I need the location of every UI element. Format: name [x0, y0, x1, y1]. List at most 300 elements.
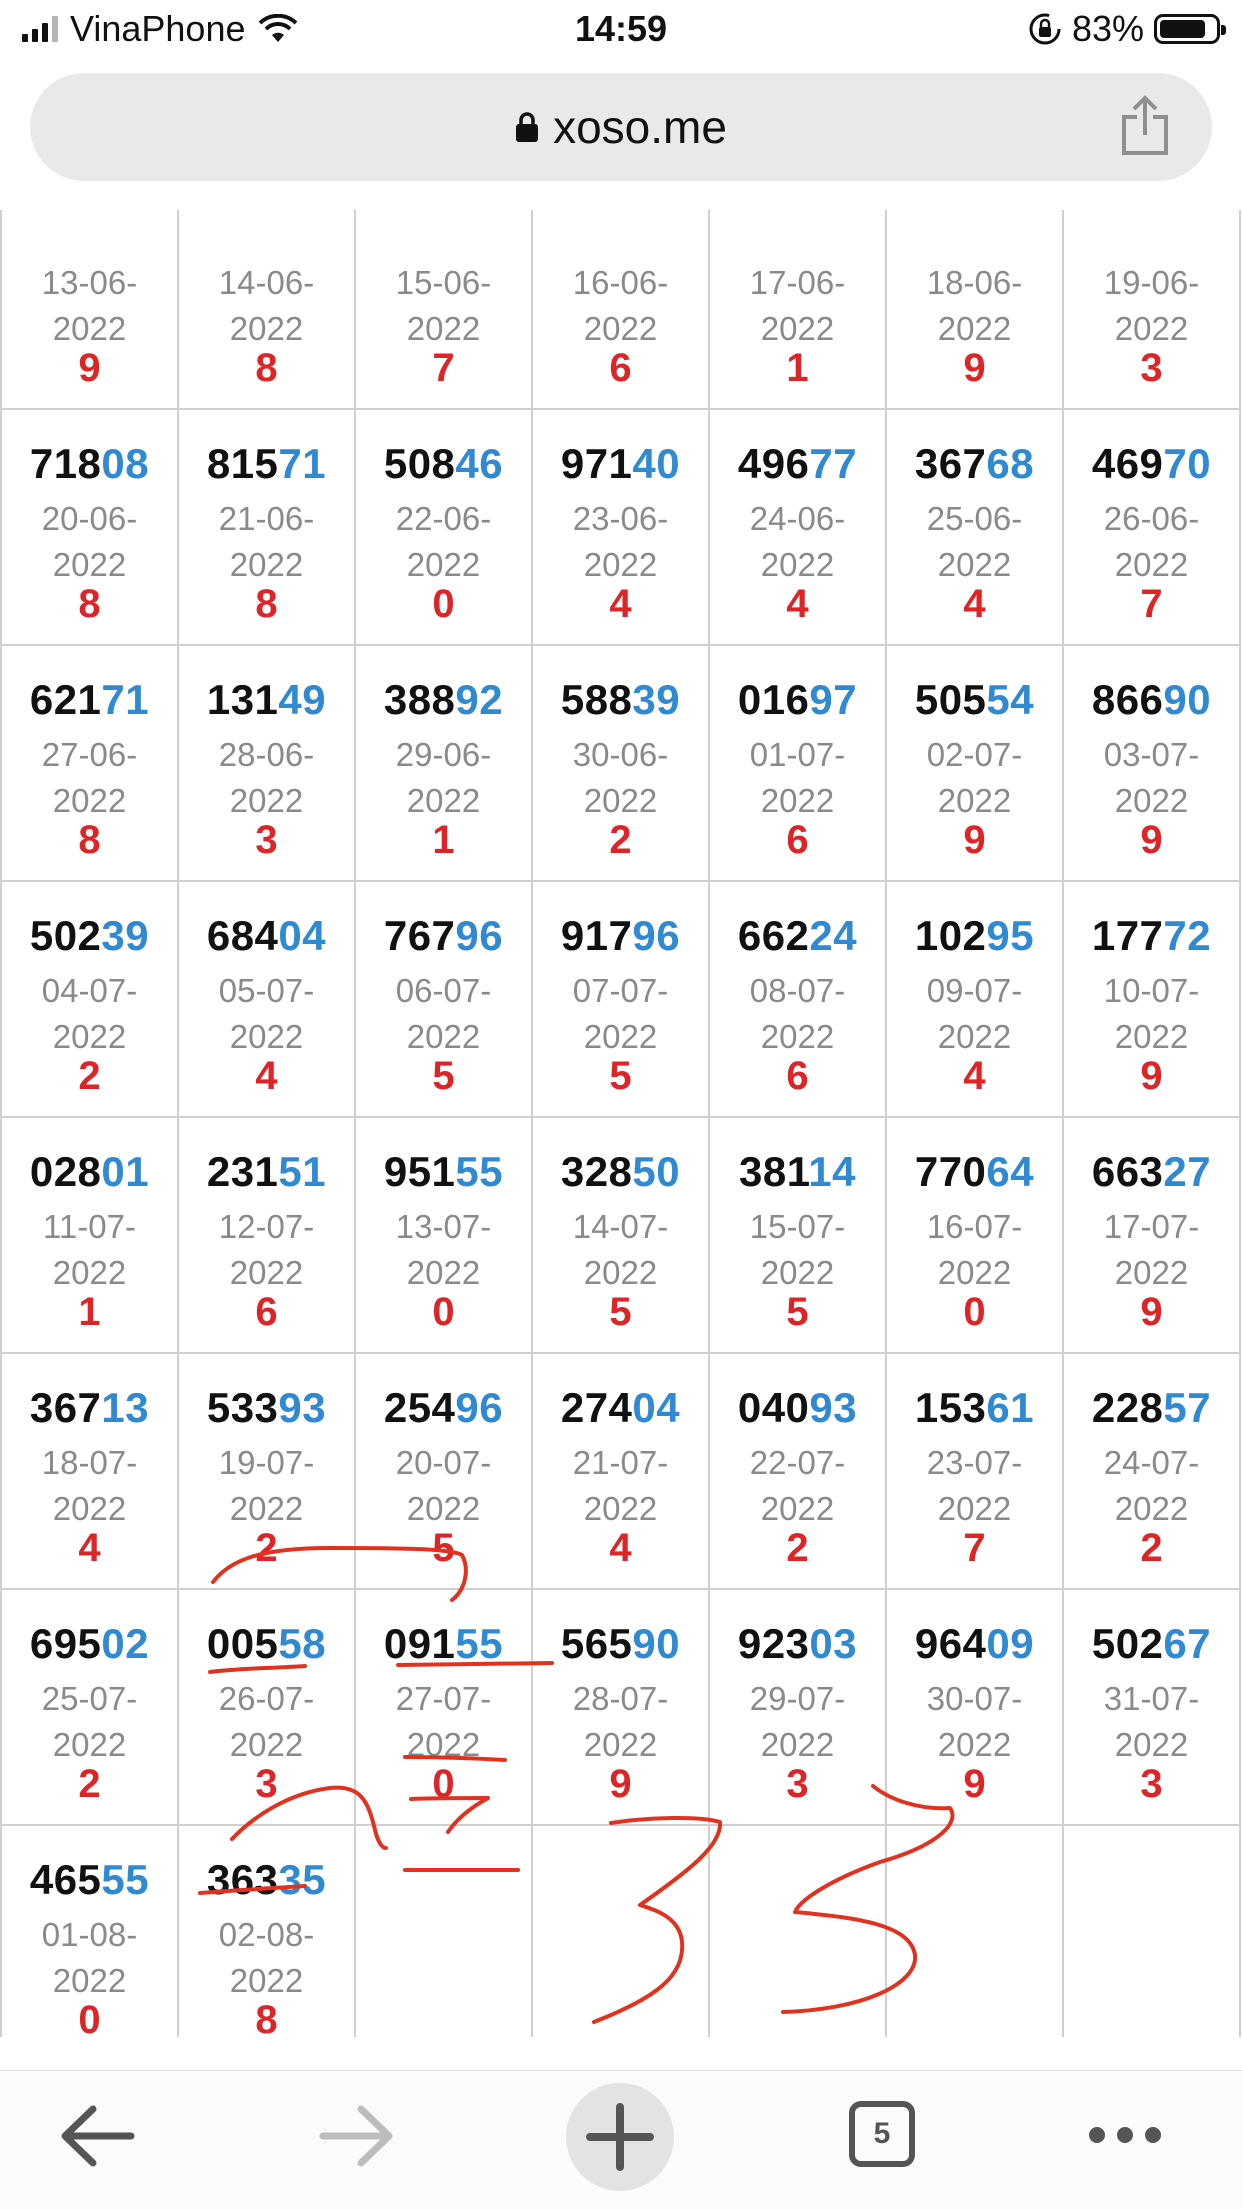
plus-icon: [566, 2083, 674, 2191]
number-tail: 77: [809, 440, 858, 487]
draw-date: [179, 1912, 354, 2004]
lottery-number: [1064, 1148, 1239, 1196]
draw-date-year: 2022: [937, 782, 1012, 819]
number-head: 917: [560, 912, 633, 959]
lottery-number: [533, 1620, 708, 1668]
draw-date-year: 2022: [406, 1726, 481, 1763]
result-digit: 2: [78, 1762, 101, 1806]
draw-date: [179, 1440, 354, 1532]
lottery-number: [179, 440, 354, 488]
draw-date-year: 2022: [937, 1254, 1012, 1291]
draw-date-day: 27-06-: [41, 736, 138, 773]
result-digit: 2: [1140, 1526, 1163, 1570]
result-cell: [533, 1354, 710, 1590]
draw-date: [356, 1676, 531, 1768]
draw-date-year: 2022: [406, 1490, 481, 1527]
draw-date-day: 19-07-: [218, 1444, 315, 1481]
number-tail: 64: [986, 1148, 1035, 1195]
result-digit: 3: [1140, 1762, 1163, 1806]
draw-date-year: 2022: [760, 546, 835, 583]
draw-date-day: 21-06-: [218, 500, 315, 537]
result-digit: 9: [1140, 1290, 1163, 1334]
draw-date-year: 2022: [229, 310, 304, 347]
result-cell: [710, 1590, 887, 1826]
result-cell: [2, 1118, 179, 1354]
result-digit: 8: [255, 1998, 278, 2037]
result-digit: 1: [432, 818, 455, 862]
draw-date-year: 2022: [1114, 782, 1189, 819]
number-tail: 55: [455, 1620, 504, 1667]
number-tail: 67: [1163, 1620, 1212, 1667]
lottery-number: [1064, 912, 1239, 960]
number-head: 040: [737, 1384, 810, 1431]
result-digit: 3: [1140, 346, 1163, 390]
number-tail: 96: [455, 912, 504, 959]
number-head: 131: [206, 676, 279, 723]
number-head: 684: [206, 912, 279, 959]
result-digit: 6: [255, 1290, 278, 1334]
result-digit: 9: [963, 1762, 986, 1806]
number-head: 274: [560, 1384, 633, 1431]
lottery-number: [356, 1620, 531, 1668]
lottery-number: [887, 1620, 1062, 1668]
url-text[interactable]: xoso.me: [553, 101, 727, 153]
lottery-number: [2, 1856, 177, 1904]
draw-date: [356, 1440, 531, 1532]
draw-date: [1064, 968, 1239, 1060]
number-tail: 50: [632, 1148, 681, 1195]
draw-date-day: 08-07-: [749, 972, 846, 1009]
result-cell: [2, 646, 179, 882]
result-cell: [179, 1826, 356, 2037]
draw-date: [2, 260, 177, 352]
draw-date-year: 2022: [937, 1490, 1012, 1527]
draw-date-day: 25-06-: [926, 500, 1023, 537]
result-cell: [2, 1826, 179, 2037]
lottery-number: [179, 1384, 354, 1432]
status-bar: [0, 0, 1242, 62]
draw-date-year: 2022: [760, 782, 835, 819]
number-head: 502: [1091, 1620, 1164, 1667]
draw-date: [887, 1676, 1062, 1768]
draw-date-day: 26-07-: [218, 1680, 315, 1717]
draw-date: [533, 1676, 708, 1768]
draw-date: [356, 260, 531, 352]
draw-date-day: 07-07-: [572, 972, 669, 1009]
draw-date-day: 01-08-: [41, 1916, 138, 1953]
tabs-button[interactable]: 5: [849, 2101, 915, 2167]
share-icon[interactable]: [1118, 95, 1172, 157]
draw-date-year: 2022: [52, 1018, 127, 1055]
draw-date: [179, 968, 354, 1060]
draw-date-day: 19-06-: [1103, 264, 1200, 301]
draw-date: [179, 732, 354, 824]
draw-date-day: 25-07-: [41, 1680, 138, 1717]
forward-arrow-icon[interactable]: [317, 2101, 397, 2171]
result-cell: [710, 210, 887, 410]
draw-date-day: 15-07-: [749, 1208, 846, 1245]
number-tail: 58: [278, 1620, 327, 1667]
number-head: 153: [914, 1384, 987, 1431]
back-arrow-icon[interactable]: [57, 2101, 137, 2171]
draw-date-year: 2022: [406, 546, 481, 583]
result-cell: [1064, 1590, 1241, 1826]
number-tail: 57: [1163, 1384, 1212, 1431]
lottery-number: [2, 912, 177, 960]
number-head: 695: [29, 1620, 102, 1667]
number-head: 367: [29, 1384, 102, 1431]
lottery-number: [533, 912, 708, 960]
draw-date: [887, 496, 1062, 588]
result-cell: [1064, 646, 1241, 882]
rotation-lock-icon: [1028, 12, 1062, 46]
result-digit: 4: [78, 1526, 101, 1570]
lottery-number: [356, 912, 531, 960]
result-digit: 9: [1140, 1054, 1163, 1098]
number-tail: 71: [101, 676, 150, 723]
draw-date: [887, 732, 1062, 824]
result-digit: 0: [432, 1290, 455, 1334]
draw-date: [710, 1676, 885, 1768]
number-head: 016: [737, 676, 810, 723]
result-digit: 8: [78, 818, 101, 862]
draw-date-year: 2022: [937, 1726, 1012, 1763]
address-bar[interactable]: [30, 73, 1212, 181]
number-head: 228: [1091, 1384, 1164, 1431]
result-digit: 6: [609, 346, 632, 390]
draw-date-day: 10-07-: [1103, 972, 1200, 1009]
draw-date-day: 16-07-: [926, 1208, 1023, 1245]
draw-date-day: 13-06-: [41, 264, 138, 301]
lottery-number: [2, 676, 177, 724]
result-digit: 2: [78, 1054, 101, 1098]
draw-date-year: 2022: [229, 1254, 304, 1291]
number-tail: 71: [278, 440, 327, 487]
result-digit: 2: [786, 1526, 809, 1570]
draw-date-day: 16-06-: [572, 264, 669, 301]
lottery-number: [356, 1148, 531, 1196]
result-cell: [2, 1590, 179, 1826]
number-tail: 01: [101, 1148, 150, 1195]
number-tail: 72: [1163, 912, 1212, 959]
draw-date-year: 2022: [760, 1254, 835, 1291]
draw-date-year: 2022: [406, 1018, 481, 1055]
number-head: 177: [1091, 912, 1164, 959]
result-digit: 4: [609, 582, 632, 626]
number-head: 496: [737, 440, 810, 487]
result-digit: 9: [609, 1762, 632, 1806]
lottery-number: [179, 676, 354, 724]
lottery-number: [533, 1384, 708, 1432]
draw-date: [533, 260, 708, 352]
number-head: 770: [914, 1148, 987, 1195]
url-display[interactable]: [30, 73, 1212, 181]
lottery-number: [887, 440, 1062, 488]
result-cell: [1064, 1354, 1241, 1590]
draw-date-year: 2022: [937, 310, 1012, 347]
result-cell: [887, 210, 1064, 410]
number-tail: 54: [986, 676, 1035, 723]
result-cell: [356, 646, 533, 882]
draw-date-year: 2022: [583, 1490, 658, 1527]
draw-date: [2, 496, 177, 588]
draw-date: [2, 732, 177, 824]
clock: 14:59: [574, 8, 668, 49]
result-cell: [179, 410, 356, 646]
number-tail: 68: [986, 440, 1035, 487]
draw-date: [533, 1440, 708, 1532]
result-cell: [533, 1590, 710, 1826]
number-tail: 55: [455, 1148, 504, 1195]
result-digit: 4: [786, 582, 809, 626]
draw-date: [2, 1204, 177, 1296]
result-cell: [710, 1354, 887, 1590]
number-tail: 39: [101, 912, 150, 959]
lottery-number: [533, 440, 708, 488]
draw-date: [710, 968, 885, 1060]
draw-date-year: 2022: [1114, 1254, 1189, 1291]
lottery-number: [1064, 440, 1239, 488]
draw-date-year: 2022: [1114, 546, 1189, 583]
result-cell: [533, 1118, 710, 1354]
carrier-name: VinaPhone: [70, 8, 246, 49]
number-head: 767: [383, 912, 456, 959]
number-tail: 92: [455, 676, 504, 723]
lottery-number: [2, 1384, 177, 1432]
draw-date: [887, 1204, 1062, 1296]
result-cell: [356, 1354, 533, 1590]
number-tail: 04: [632, 1384, 681, 1431]
draw-date-day: 28-06-: [218, 736, 315, 773]
number-head: 102: [914, 912, 987, 959]
lottery-number: [887, 912, 1062, 960]
number-tail: 46: [455, 440, 504, 487]
number-tail: 90: [632, 1620, 681, 1667]
result-cell: [179, 1354, 356, 1590]
draw-date-year: 2022: [1114, 1726, 1189, 1763]
draw-date-day: 20-06-: [41, 500, 138, 537]
result-digit: 6: [786, 1054, 809, 1098]
number-tail: 49: [278, 676, 327, 723]
draw-date-year: 2022: [229, 546, 304, 583]
lottery-number: [179, 1620, 354, 1668]
draw-date-year: 2022: [229, 1962, 304, 1999]
result-cell: [2, 410, 179, 646]
number-tail: 04: [278, 912, 327, 959]
result-digit: 5: [609, 1054, 632, 1098]
number-head: 565: [560, 1620, 633, 1667]
result-cell: [710, 1826, 887, 2037]
draw-date: [533, 496, 708, 588]
result-cell: [533, 410, 710, 646]
result-digit: 8: [78, 582, 101, 626]
lottery-number: [710, 1620, 885, 1668]
result-digit: 4: [609, 1526, 632, 1570]
draw-date-year: 2022: [52, 546, 127, 583]
draw-date: [356, 968, 531, 1060]
result-cell: [2, 882, 179, 1118]
result-digit: 5: [609, 1290, 632, 1334]
draw-date-year: 2022: [1114, 310, 1189, 347]
draw-date: [2, 1676, 177, 1768]
draw-date: [533, 1204, 708, 1296]
number-tail: 96: [455, 1384, 504, 1431]
result-cell: [2, 210, 179, 410]
result-cell: [710, 646, 887, 882]
new-tab-button[interactable]: [566, 2083, 674, 2191]
number-tail: 93: [809, 1384, 858, 1431]
draw-date-day: 23-07-: [926, 1444, 1023, 1481]
number-head: 328: [560, 1148, 633, 1195]
draw-date-day: 20-07-: [395, 1444, 492, 1481]
draw-date: [887, 1440, 1062, 1532]
number-tail: 90: [1163, 676, 1212, 723]
draw-date-day: 04-07-: [41, 972, 138, 1009]
draw-date-day: 11-07-: [43, 1208, 136, 1245]
draw-date-day: 22-06-: [395, 500, 492, 537]
lottery-number: [2, 440, 177, 488]
result-digit: 5: [786, 1290, 809, 1334]
lottery-number: [887, 1148, 1062, 1196]
result-cell: [2, 1354, 179, 1590]
number-head: 469: [1091, 440, 1164, 487]
draw-date: [356, 496, 531, 588]
draw-date: [356, 1204, 531, 1296]
draw-date: [710, 1204, 885, 1296]
draw-date: [710, 260, 885, 352]
lottery-number: [356, 440, 531, 488]
number-head: 508: [383, 440, 456, 487]
draw-date-day: 01-07-: [749, 736, 846, 773]
number-head: 662: [737, 912, 810, 959]
draw-date-year: 2022: [583, 1254, 658, 1291]
result-digit: 2: [609, 818, 632, 862]
result-cell: [887, 646, 1064, 882]
draw-date-day: 02-07-: [926, 736, 1023, 773]
draw-date-day: 17-07-: [1103, 1208, 1200, 1245]
result-digit: 4: [963, 582, 986, 626]
number-tail: 03: [809, 1620, 858, 1667]
number-tail: 14: [808, 1148, 856, 1195]
lottery-number: [1064, 1620, 1239, 1668]
draw-date-year: 2022: [229, 1490, 304, 1527]
draw-date-day: 03-07-: [1103, 736, 1200, 773]
draw-date-day: 21-07-: [572, 1444, 669, 1481]
draw-date-day: 12-07-: [218, 1208, 315, 1245]
lottery-number: [356, 676, 531, 724]
draw-date: [710, 732, 885, 824]
result-cell: [356, 1590, 533, 1826]
lottery-number: [710, 676, 885, 724]
lottery-number: [533, 676, 708, 724]
result-digit: 5: [432, 1054, 455, 1098]
result-digit: 0: [78, 1998, 101, 2037]
draw-date-year: 2022: [406, 1254, 481, 1291]
number-head: 964: [914, 1620, 987, 1667]
result-cell: [356, 1826, 533, 2037]
number-tail: 95: [986, 912, 1035, 959]
number-head: 028: [29, 1148, 102, 1195]
result-digit: 1: [786, 346, 809, 390]
draw-date-year: 2022: [1114, 1490, 1189, 1527]
lottery-number: [710, 912, 885, 960]
number-head: 505: [914, 676, 987, 723]
number-tail: 24: [809, 912, 858, 959]
battery-percent: 83%: [1071, 8, 1144, 49]
number-head: 381: [739, 1148, 809, 1195]
results-grid: [0, 210, 1241, 2037]
number-head: 621: [29, 676, 102, 723]
result-digit: 8: [255, 582, 278, 626]
lottery-number: [533, 1148, 708, 1196]
draw-date-day: 15-06-: [395, 264, 492, 301]
draw-date-year: 2022: [760, 310, 835, 347]
result-digit: 5: [432, 1526, 455, 1570]
result-digit: 9: [78, 346, 101, 390]
results-table[interactable]: [0, 210, 1242, 2037]
draw-date-day: 28-07-: [572, 1680, 669, 1717]
draw-date: [1064, 1204, 1239, 1296]
draw-date: [356, 732, 531, 824]
number-tail: 13: [101, 1384, 150, 1431]
draw-date: [887, 260, 1062, 352]
lottery-number: [887, 1384, 1062, 1432]
draw-date-year: 2022: [583, 782, 658, 819]
draw-date-year: 2022: [52, 1490, 127, 1527]
result-cell: [710, 1118, 887, 1354]
result-cell: [356, 882, 533, 1118]
more-dots-icon[interactable]: [1085, 2123, 1165, 2147]
number-tail: 40: [632, 440, 681, 487]
result-cell: [710, 882, 887, 1118]
draw-date-year: 2022: [760, 1726, 835, 1763]
draw-date-year: 2022: [229, 1018, 304, 1055]
draw-date-year: 2022: [52, 1726, 127, 1763]
draw-date-day: 29-07-: [749, 1680, 846, 1717]
draw-date-day: 30-07-: [926, 1680, 1023, 1717]
draw-date: [2, 968, 177, 1060]
draw-date-year: 2022: [1114, 1018, 1189, 1055]
draw-date-day: 09-07-: [926, 972, 1023, 1009]
lottery-number: [179, 1856, 354, 1904]
number-head: 663: [1091, 1148, 1164, 1195]
draw-date-year: 2022: [229, 782, 304, 819]
number-head: 091: [383, 1620, 456, 1667]
draw-date: [2, 1440, 177, 1532]
result-digit: 3: [255, 818, 278, 862]
result-cell: [887, 410, 1064, 646]
result-digit: 3: [255, 1762, 278, 1806]
draw-date: [710, 1440, 885, 1532]
lottery-number: [710, 1148, 885, 1196]
draw-date-day: 18-07-: [41, 1444, 138, 1481]
draw-date-year: 2022: [52, 310, 127, 347]
draw-date-year: 2022: [760, 1490, 835, 1527]
number-head: 588: [560, 676, 633, 723]
draw-date: [1064, 496, 1239, 588]
result-cell: [356, 1118, 533, 1354]
result-cell: [1064, 410, 1241, 646]
draw-date-year: 2022: [229, 1726, 304, 1763]
draw-date-year: 2022: [583, 1726, 658, 1763]
draw-date: [533, 968, 708, 1060]
result-digit: 7: [1140, 582, 1163, 626]
status-right: [1028, 8, 1220, 50]
result-cell: [179, 1590, 356, 1826]
result-digit: 4: [963, 1054, 986, 1098]
lottery-number: [1064, 1384, 1239, 1432]
draw-date-day: 29-06-: [395, 736, 492, 773]
